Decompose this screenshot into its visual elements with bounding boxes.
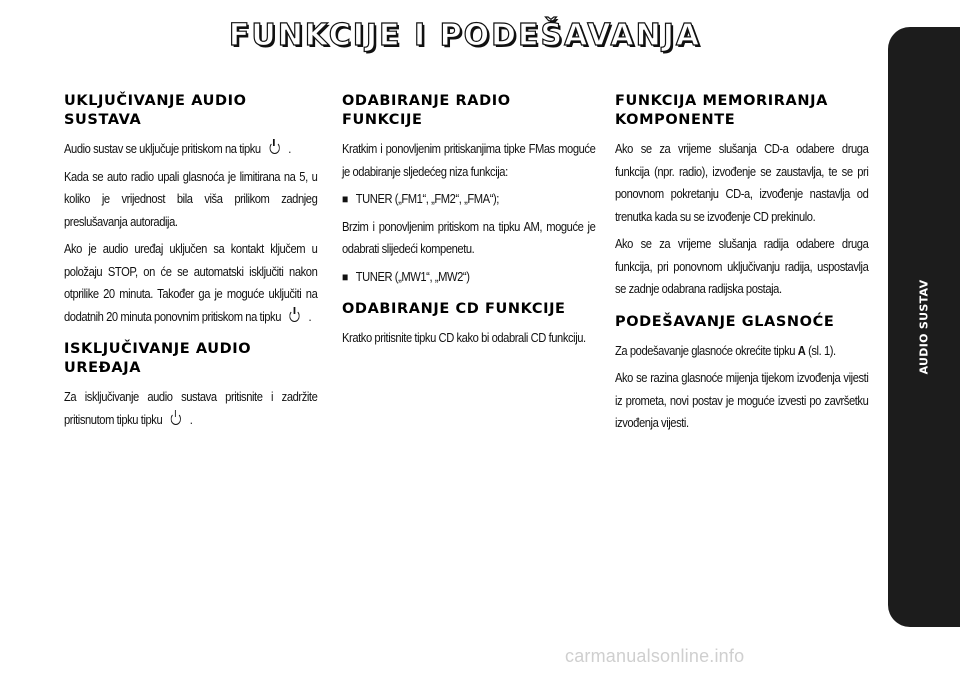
section-cd bbox=[342, 300, 596, 350]
paragraph bbox=[64, 138, 317, 161]
text: . bbox=[189, 411, 193, 427]
text: Za podešavanje glasnoće okrećite tipku bbox=[615, 342, 796, 358]
knob-label: A bbox=[797, 342, 806, 358]
column-right bbox=[615, 92, 869, 447]
paragraph bbox=[615, 340, 868, 363]
side-tab bbox=[888, 27, 960, 627]
text: . bbox=[308, 308, 312, 324]
heading-cd: ODABIRANJE CD FUNKCIJE bbox=[342, 301, 566, 317]
side-tab-label: AUDIO SUSTAV bbox=[917, 279, 931, 375]
list-item bbox=[342, 266, 595, 289]
text: TUNER („FM1“, „FM2“, „FMA“); bbox=[355, 191, 499, 206]
paragraph: Kada se auto radio upali glasnoća je limitirana na 5, u koliko je vrijednost bila viša prilikom zadnjeg preslušavanja autoradija. bbox=[64, 168, 318, 229]
paragraph bbox=[64, 238, 317, 328]
heading-power-off: ISKLJUČIVANJE AUDIO UREĐAJA bbox=[64, 341, 252, 376]
paragraph: Kratko pritisnite tipku CD kako bi odabrali CD funkciju. bbox=[342, 330, 586, 345]
heading-memory: FUNKCIJA MEMORIRANJA KOMPONENTE bbox=[615, 93, 828, 128]
watermark: carmanualsonline.info bbox=[565, 646, 745, 666]
bullet-icon: ■ bbox=[342, 269, 348, 284]
section-volume bbox=[615, 313, 869, 435]
paragraph: Ako se za vrijeme slušanja CD-a odabere druga funkcija (npr. radio), izvođenje se zaustavlja, te se pri ponovnom pokretanju CD-a, izvođenje nastavlja od trenutka kada su se izvođenje CD prekinulo. bbox=[615, 141, 869, 224]
list-item bbox=[342, 188, 595, 211]
text: . bbox=[288, 141, 291, 156]
power-button-icon bbox=[269, 142, 279, 154]
section-memory bbox=[615, 92, 869, 301]
page-number: 257 bbox=[898, 634, 938, 656]
text: TUNER („MW1“, „MW2“) bbox=[355, 268, 470, 284]
column-left bbox=[64, 92, 318, 443]
text: Ako je audio uređaj uključen sa kontakt ključem u položaju STOP, on će se automatski isključiti nakon otprilike 20 minuta. Također ga je moguće uključiti na dodatnih 20 minuta ponovnim pritiskom na tipku bbox=[64, 241, 318, 324]
section-radio bbox=[342, 92, 596, 288]
paragraph: Brzim i ponovljenim pritiskom na tipku AM, moguće je odabrati slijedeći kompenetu. bbox=[342, 218, 596, 256]
heading-volume: PODEŠAVANJE GLASNOĆE bbox=[615, 313, 835, 330]
section-power-off bbox=[64, 340, 318, 431]
paragraph: Kratkim i ponovljenim pritiskanjima tipke FMas moguće je odabiranje sljedećeg niza funkcija: bbox=[342, 141, 596, 179]
power-button-icon bbox=[171, 413, 181, 425]
paragraph: Ako se razina glasnoće mijenja tijekom izvođenja vijesti iz prometa, novi postav je moguće izvesti po završetku izvođenja vijesti. bbox=[615, 370, 869, 430]
page-title: FUNKCIJE I PODEŠAVANJA bbox=[228, 18, 702, 53]
text: Za isključivanje audio sustava pritisnite i zadržite pritisnutom tipku tipku bbox=[64, 389, 318, 427]
text: Audio sustav se uključuje pritiskom na tipku bbox=[64, 141, 261, 156]
section-power-on bbox=[64, 92, 318, 328]
paragraph: Ako se za vrijeme slušanja radija odabere druga funkcija, pri ponovnom uključivanju radija, uspostavlja se zadnje odabrana radijska postaja. bbox=[615, 236, 869, 296]
power-button-icon bbox=[290, 310, 300, 322]
text: (sl. 1). bbox=[808, 342, 836, 358]
bullet-icon: ■ bbox=[342, 192, 348, 206]
paragraph bbox=[64, 386, 317, 431]
column-middle bbox=[342, 92, 596, 362]
heading-power-on: UKLJUČIVANJE AUDIO SUSTAVA bbox=[64, 93, 247, 128]
heading-radio: ODABIRANJE RADIO FUNKCIJE bbox=[342, 93, 511, 128]
